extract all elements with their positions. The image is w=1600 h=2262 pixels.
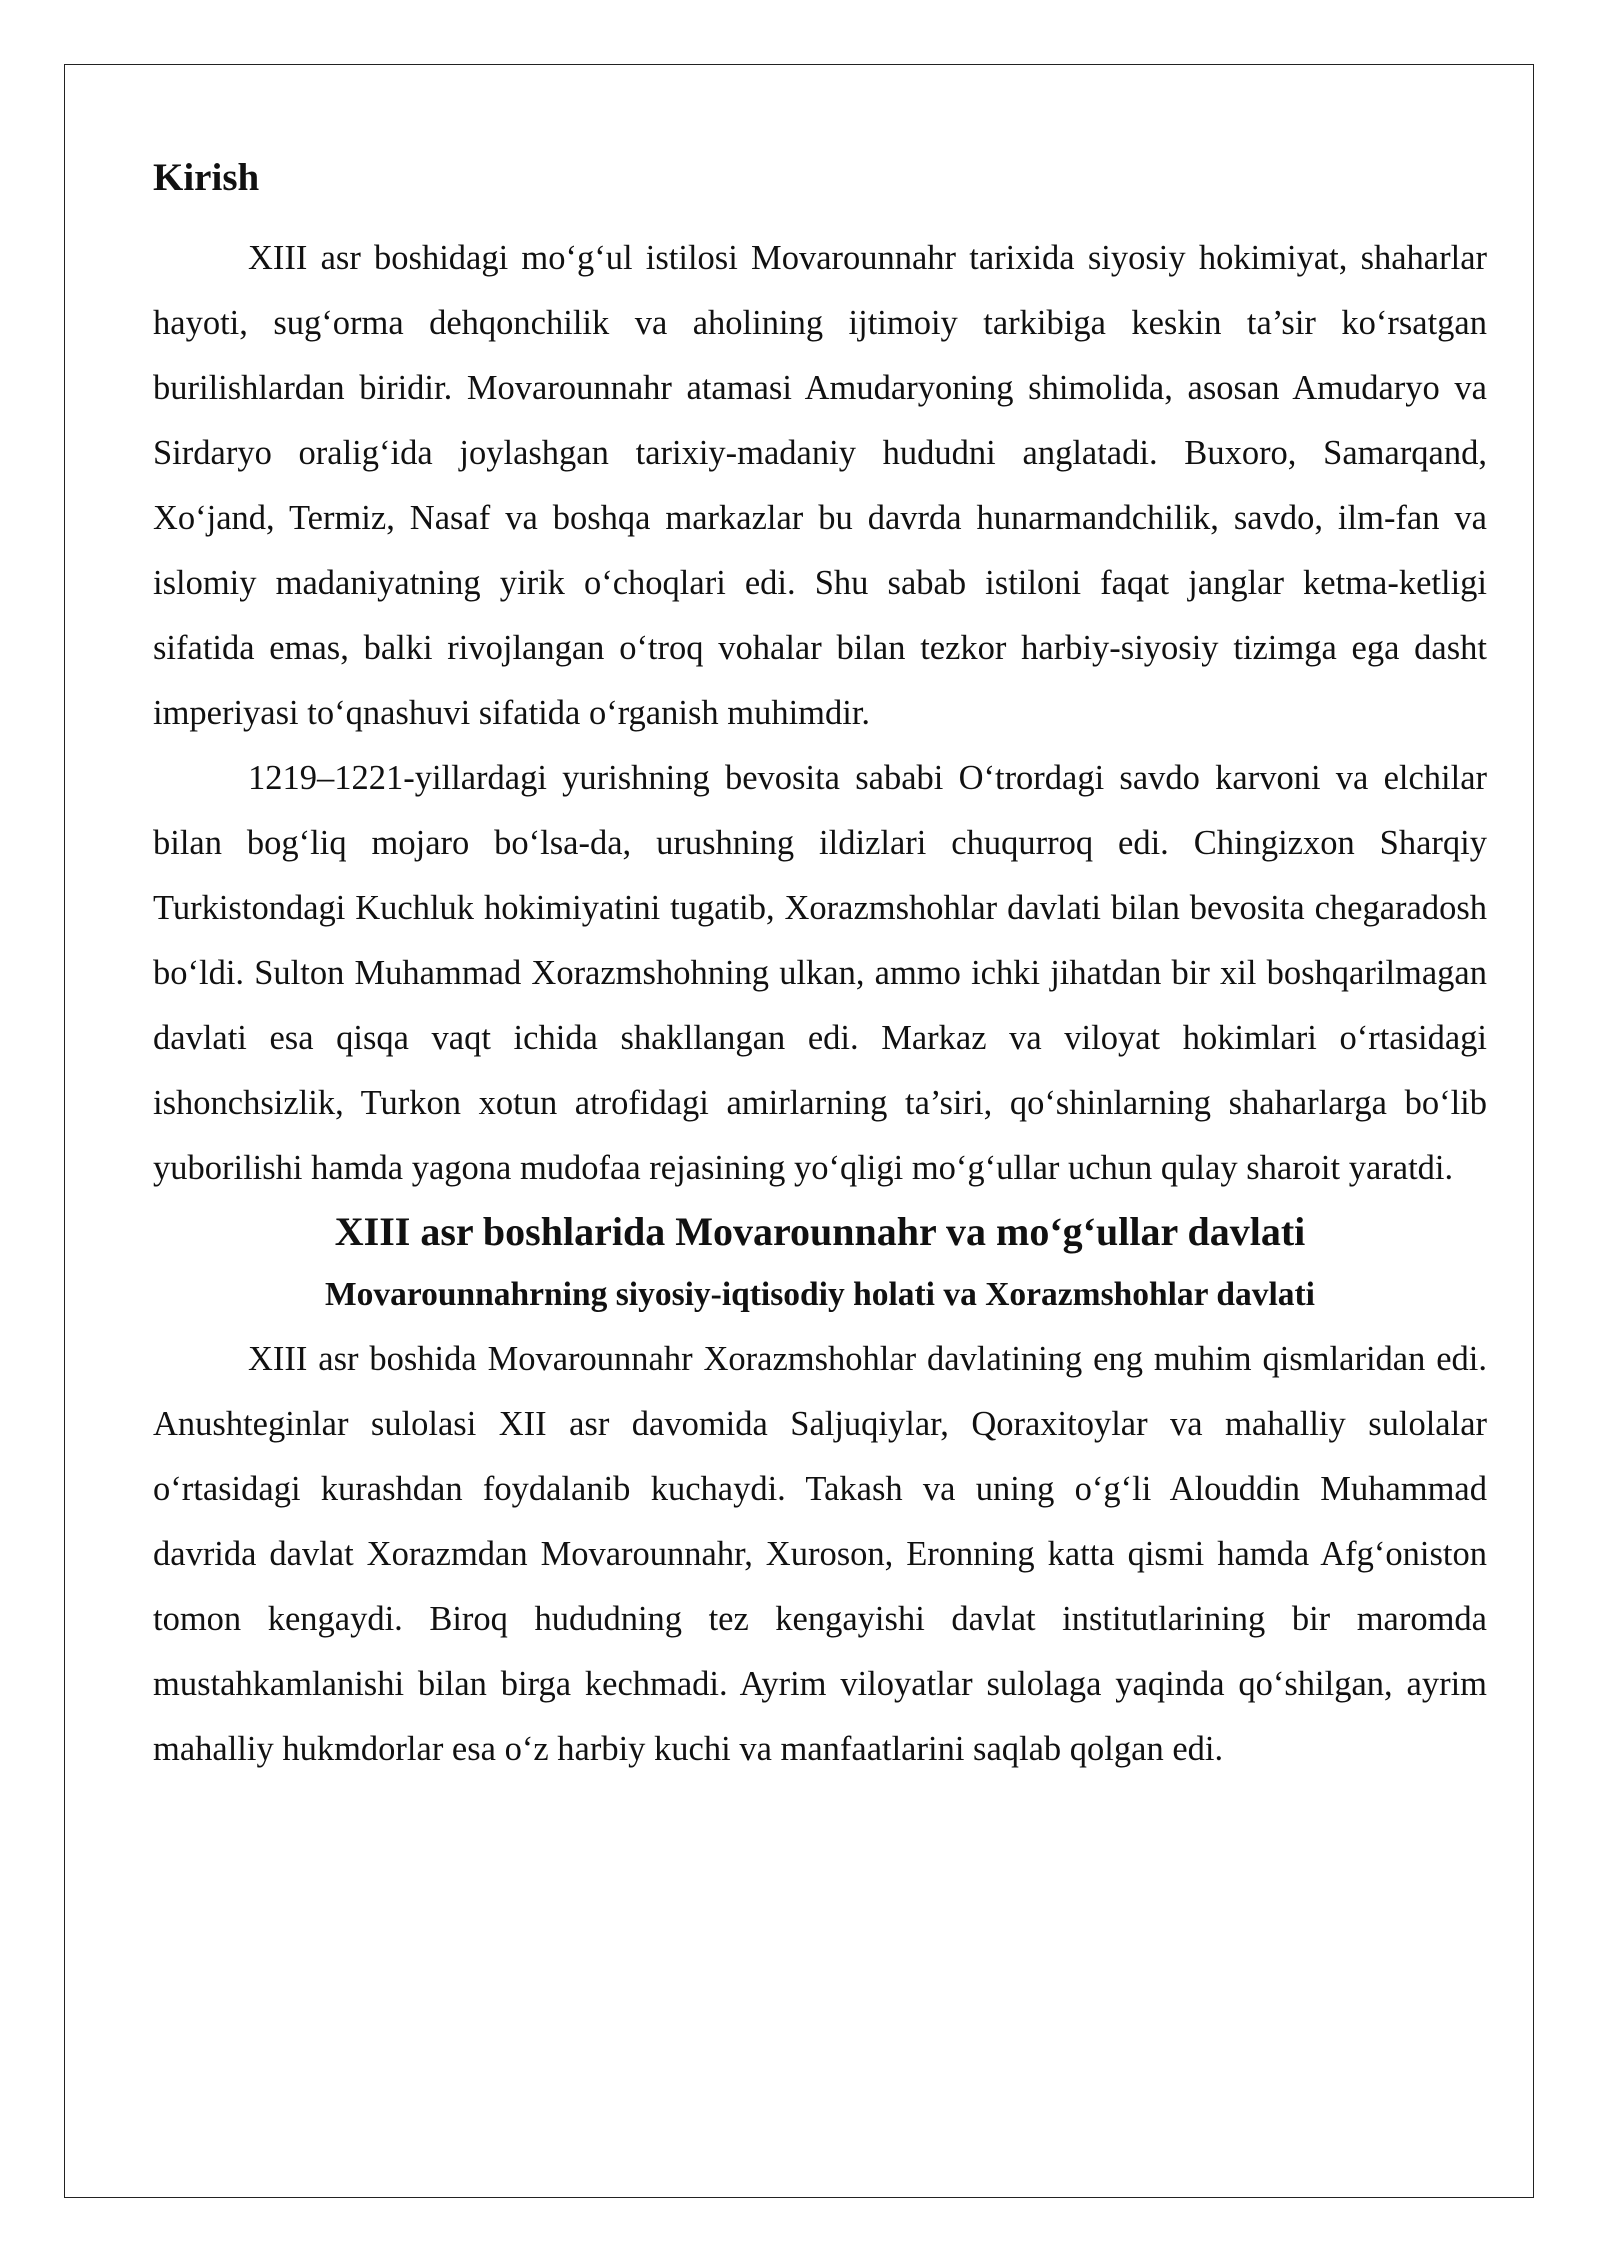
- subsection-title: Movarounnahrning siyosiy-iqtisodiy holati va Xorazmshohlar davlati: [325, 1276, 1315, 1313]
- section-title: XIII asr boshlarida Movarounnahr va mo‘g‘ullar davlati: [334, 1209, 1306, 1254]
- intro-paragraph-1: XIII asr boshidagi mo‘g‘ul istilosi Movarounnahr tarixida siyosiy hokimiyat, shaharlar hayoti, sug‘orma dehqonchilik va aholining ijtimoiy tarkibiga keskin ta’sir ko‘rsatgan burilishlardan biridir. Movarounnahr atamasi Amudaryoning shimolida, asosan Amudaryo va Sirdaryo oralig‘ida joylashgan tarixiy-madaniy hududni anglatadi. Buxoro, Samarqand, Xo‘jand, Termiz, Nasaf va boshqa markazlar bu davrda hunarmandchilik, savdo, ilm-fan va islomiy madaniyatning yirik o‘choqlari edi. Shu sabab istiloni faqat janglar ketma-ketligi sifatida emas, balki rivojlangan o‘troq vohalar bilan tezkor harbiy-siyosiy tizimga ega dasht imperiyasi to‘qnashuvi sifatida o‘rganish muhimdir.: [153, 239, 1487, 732]
- intro-paragraph-2: 1219–1221-yillardagi yurishning bevosita sababi O‘trordagi savdo karvoni va elchilar bilan bog‘liq mojaro bo‘lsa-da, urushning ildizlari chuqurroq edi. Chingizxon Sharqiy Turkistondagi Kuchluk hokimiyatini tugatib, Xorazmshohlar davlati bilan bevosita chegaradosh bo‘ldi. Sulton Muhammad Xorazmshohning ulkan, ammo ichki jihatdan bir xil boshqarilmagan davlati esa qisqa vaqt ichida shakllangan edi. Markaz va viloyat hokimlari o‘rtasidagi ishonchsizlik, Turkon xotun atrofidagi amirlarning ta’siri, qo‘shinlarning shaharlarga bo‘lib yuborilishi hamda yagona mudofaa rejasining yo‘qligi mo‘g‘ullar uchun qulay sharoit yaratdi.: [153, 759, 1487, 1187]
- section-paragraph-1: XIII asr boshida Movarounnahr Xorazmshohlar davlatining eng muhim qismlaridan edi. Anushteginlar sulolasi XII asr davomida Saljuqiylar, Qoraxitoylar va mahalliy sulolalar o‘rtasidagi kurashdan foydalanib kuchaydi. Takash va uning o‘g‘li Alouddin Muhammad davrida davlat Xorazmdan Movarounnahr, Xuroson, Eronning katta qismi hamda Afg‘oniston tomon kengaydi. Biroq hududning tez kengayishi davlat institutlarining bir maromda mustahkamlanishi bilan birga kechmadi. Ayrim viloyatlar sulolaga yaqinda qo‘shilgan, ayrim mahalliy hukmdorlar esa o‘z harbiy kuchi va manfaatlarini saqlab qolgan edi.: [153, 1340, 1487, 1768]
- document-body: [153, 150, 1487, 1782]
- heading-kirish: Kirish: [153, 156, 260, 199]
